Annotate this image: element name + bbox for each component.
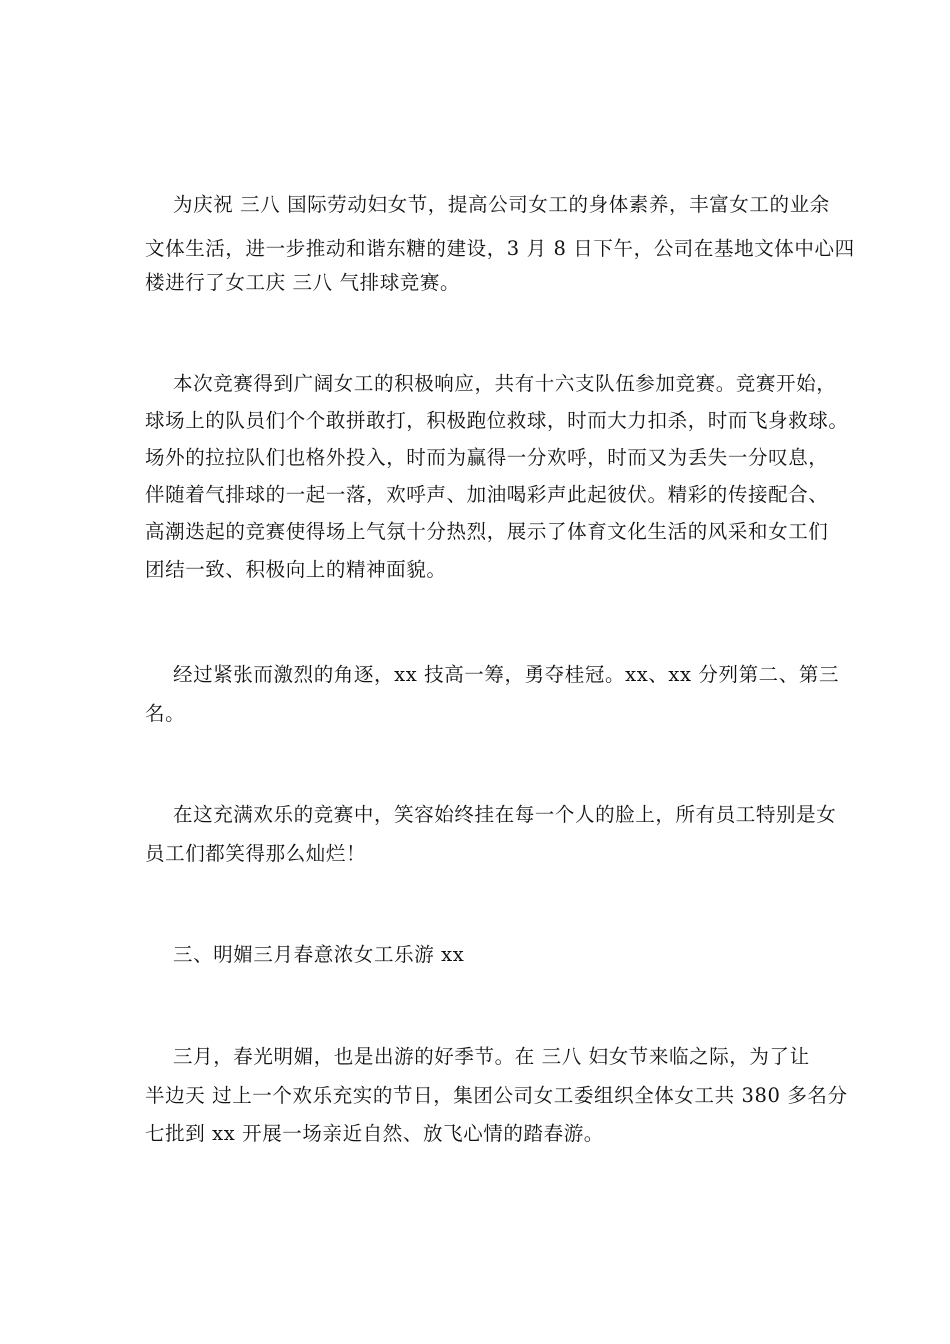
paragraph-4-line-2: 员工们都笑得那么灿烂！ (145, 842, 367, 865)
paragraph-2-line-4: 伴随着气排球的一起一落，欢呼声、加油喝彩声此起彼伏。精彩的传接配合、 (145, 483, 829, 506)
paragraph-1-line-2: 文体生活，进一步推动和谐东糖的建设，3 月 8 日下午，公司在基地文体中心四 (145, 237, 855, 260)
paragraph-2-line-3: 场外的拉拉队们也格外投入，时而为赢得一分欢呼，时而又为丢失一分叹息， (145, 446, 829, 469)
paragraph-6-line-3: 七批到 xx 开展一场亲近自然、放飞心情的踏春游。 (145, 1122, 604, 1145)
paragraph-2-line-6: 团结一致、积极向上的精神面貌。 (145, 558, 447, 581)
paragraph-4-line-1: 在这充满欢乐的竞赛中，笑容始终挂在每一个人的脸上，所有员工特别是女 (173, 803, 837, 826)
paragraph-2-line-2: 球场上的队员们个个敢拼敢打，积极跑位救球，时而大力扣杀，时而飞身救球。 (145, 409, 849, 432)
paragraph-1-line-3: 楼进行了女工庆 三八 气排球竞赛。 (145, 271, 461, 294)
section-heading: 三、明媚三月春意浓女工乐游 xx (173, 943, 465, 966)
paragraph-6-line-1: 三月，春光明媚，也是出游的好季节。在 三八 妇女节来临之际，为了让 (173, 1045, 810, 1068)
paragraph-6-line-2: 半边天 过上一个欢乐充实的节日，集团公司女工委组织全体女工共 380 多名分 (145, 1084, 848, 1107)
paragraph-2-line-5: 高潮迭起的竞赛使得场上气氛十分热烈，展示了体育文化生活的风采和女工们 (145, 520, 829, 543)
paragraph-2-line-1: 本次竞赛得到广阔女工的积极响应，共有十六支队伍参加竞赛。竞赛开始， (173, 372, 837, 395)
paragraph-1-line-1: 为庆祝 三八 国际劳动妇女节，提高公司女工的身体素养，丰富女工的业余 (173, 193, 830, 216)
paragraph-3-line-1: 经过紧张而激烈的角逐，xx 技高一筹，勇夺桂冠。xx、xx 分列第二、第三 (173, 663, 840, 686)
paragraph-3-line-2: 名。 (145, 702, 186, 725)
